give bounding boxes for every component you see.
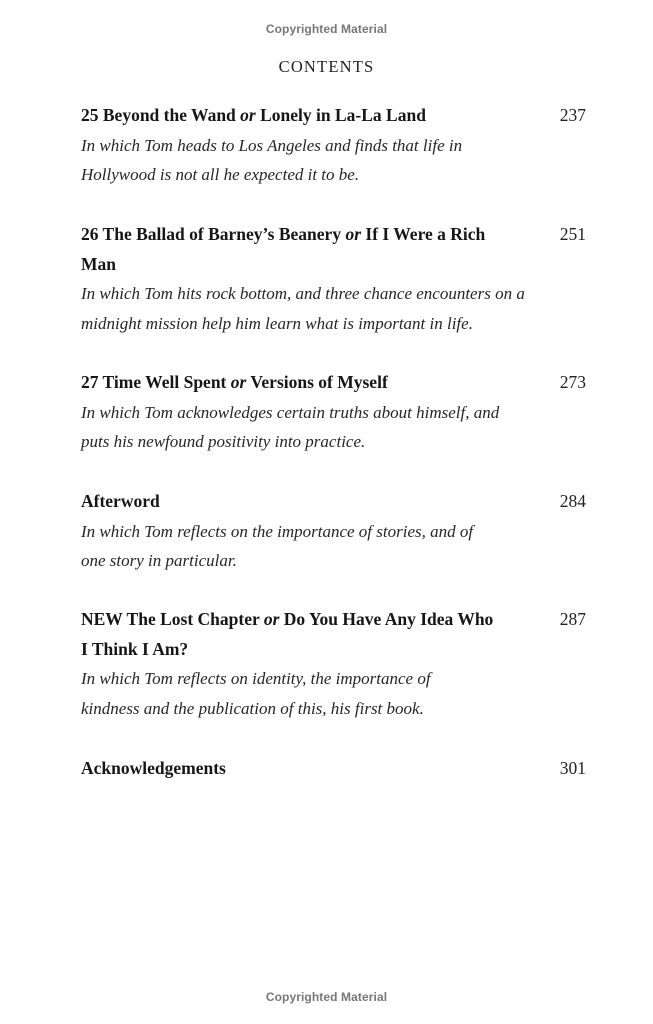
- entry-title-part: Afterword: [81, 491, 160, 511]
- entry-title-conjunction: or: [230, 372, 247, 392]
- entry-description: In which Tom reflects on identity, the importance of kindness and the publication of this, his first book.: [81, 669, 431, 718]
- entry-description: In which Tom hits rock bottom, and three chance encounters on a midnight mission help him learn what is important in life.: [81, 284, 525, 333]
- entry-title: [81, 487, 587, 517]
- entry-page-number: 237: [559, 105, 586, 125]
- entry-page-number: 251: [559, 224, 586, 244]
- entry-page-number: 287: [559, 609, 586, 629]
- toc-entry-afterword: [81, 487, 587, 576]
- toc-entry-lost-chapter: [81, 605, 587, 723]
- entry-page-number: 301: [559, 758, 586, 778]
- entry-description: In which Tom heads to Los Angeles and finds that life in Hollywood is not all he expected it to be.: [81, 135, 463, 184]
- entry-title-conjunction: or: [345, 224, 362, 244]
- toc-entry-26: [81, 220, 587, 338]
- copyright-watermark-top: Copyrighted Material: [265, 22, 388, 36]
- entry-title-part: Versions of Myself: [246, 372, 388, 392]
- entry-title-part: If I Were a Rich Man: [81, 224, 486, 274]
- entry-title-conjunction: or: [240, 105, 256, 125]
- entry-title-part: 26 The Ballad of Barney’s Beanery: [81, 224, 346, 244]
- entry-title-part: 27 Time Well Spent: [81, 372, 231, 392]
- entry-title-part: Lonely in La-La Land: [255, 105, 426, 125]
- copyright-watermark-bottom: Copyrighted Material: [265, 990, 388, 1004]
- entry-title-part: 25 Beyond the Wand: [81, 105, 241, 125]
- toc-entry-acknowledgements: [81, 754, 587, 784]
- entry-page-number: 273: [559, 372, 586, 392]
- toc-entry-27: [81, 368, 587, 457]
- entry-title-part: Do You Have Any Idea Who I Think I Am?: [81, 609, 494, 659]
- entry-description: In which Tom acknowledges certain truths about himself, and puts his newfound positivity into practice.: [81, 402, 500, 451]
- entry-title-conjunction: or: [263, 609, 280, 629]
- toc-entry-25: [81, 101, 587, 190]
- entry-page-number: 284: [559, 491, 586, 511]
- entry-title: [81, 368, 587, 398]
- contents-heading: CONTENTS: [278, 57, 375, 76]
- entry-title-part: NEW The Lost Chapter: [81, 609, 264, 629]
- entry-title: [81, 754, 587, 784]
- entry-title: [81, 220, 587, 279]
- entry-title: [81, 605, 587, 664]
- entry-title-part: Acknowledgements: [81, 758, 226, 778]
- entry-title: [81, 101, 587, 131]
- entry-description: In which Tom reflects on the importance of stories, and of one story in particular.: [81, 521, 474, 570]
